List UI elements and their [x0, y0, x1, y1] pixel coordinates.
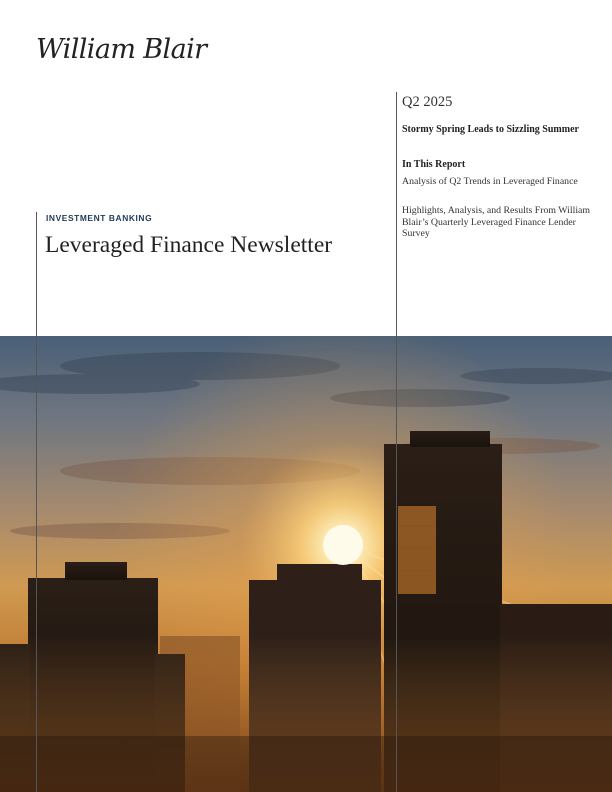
- newsletter-title: Leveraged Finance Newsletter: [45, 232, 333, 258]
- in-this-report-heading: In This Report: [402, 159, 466, 170]
- quarter-label: Q2 2025: [402, 94, 453, 110]
- william-blair-logo: William Blair: [36, 34, 207, 65]
- left-divider-line: [36, 212, 37, 792]
- right-divider-line: [396, 92, 397, 792]
- report-item: Analysis of Q2 Trends in Leveraged Finance: [402, 176, 578, 187]
- sunset-skyline-photo: [0, 336, 612, 792]
- feature-headline: Stormy Spring Leads to Sizzling Summer: [402, 124, 579, 135]
- report-item: Highlights, Analysis, and Results From William Blair’s Quarterly Leveraged Finance Lender Survey: [402, 205, 591, 239]
- section-label: INVESTMENT BANKING: [46, 213, 153, 223]
